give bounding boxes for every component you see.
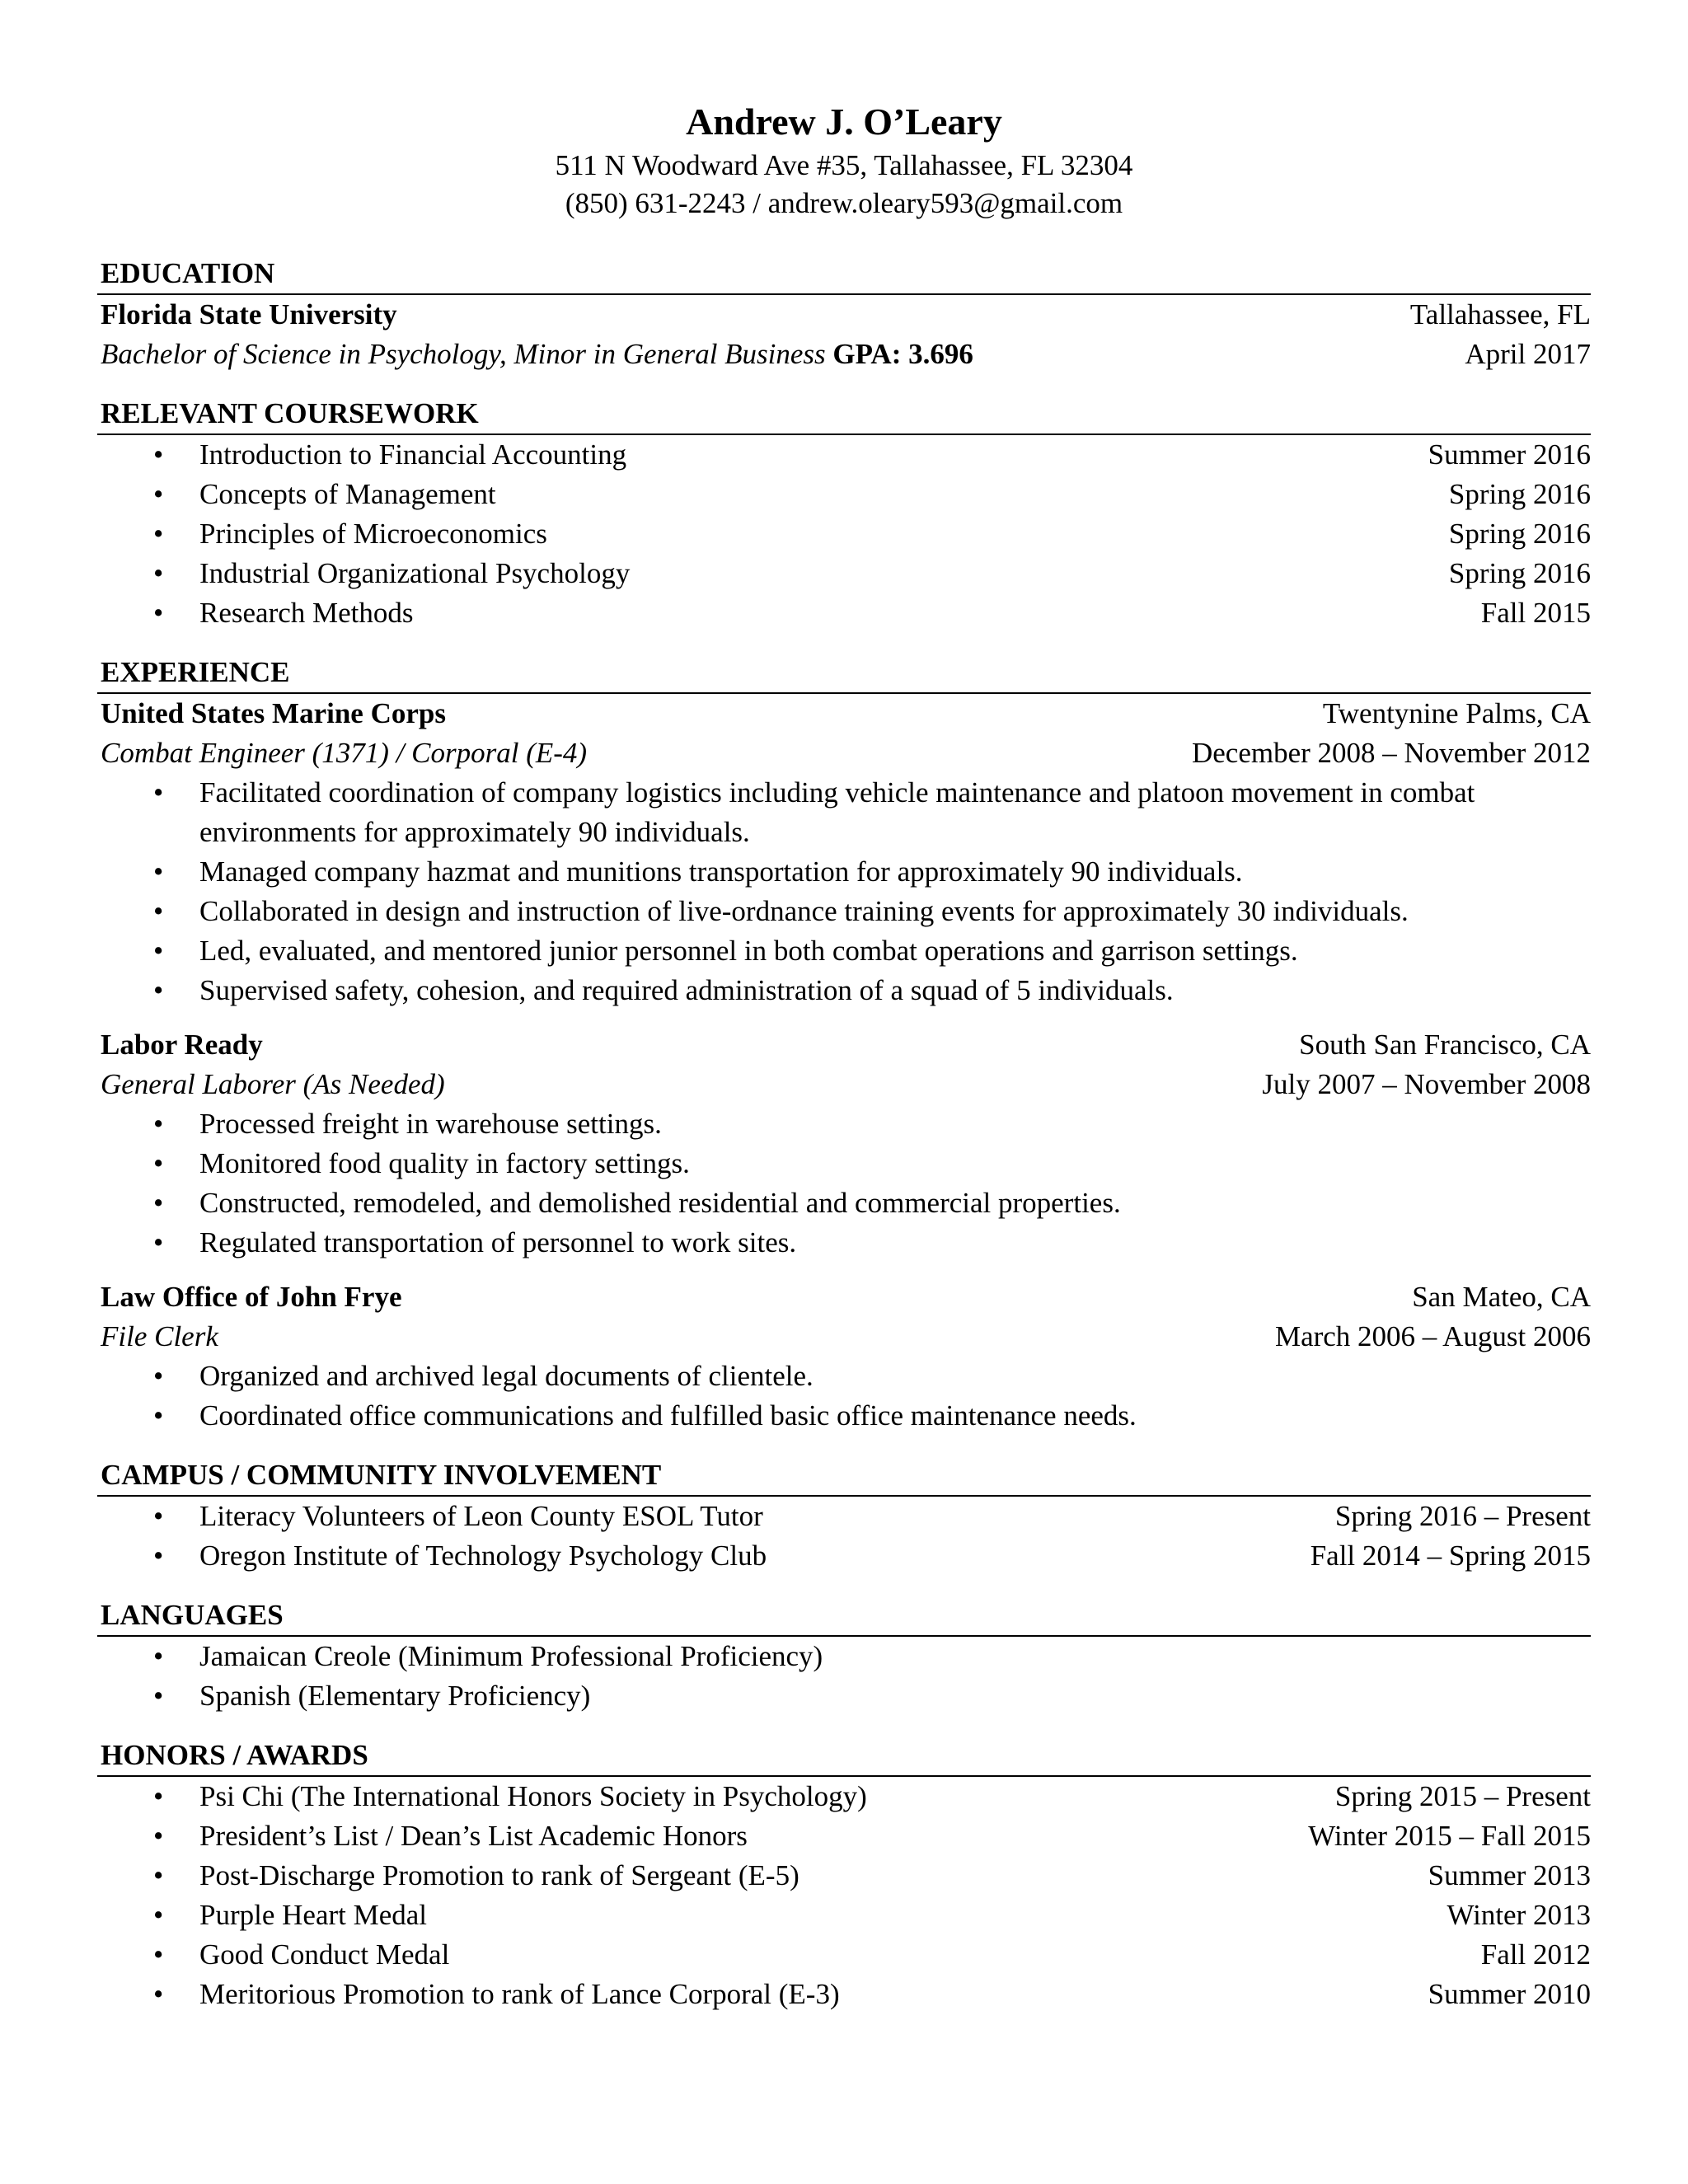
- job-role-row: [97, 1317, 1591, 1357]
- list-item: [97, 1637, 1591, 1676]
- job-location: San Mateo, CA: [1412, 1281, 1591, 1313]
- bullet-icon: •: [153, 1859, 164, 1891]
- list-item: [97, 971, 1591, 1010]
- bullet-icon: •: [153, 1938, 164, 1971]
- bullet-icon: •: [153, 1399, 164, 1432]
- bullet-icon: •: [153, 1360, 164, 1392]
- graduation-date: April 2017: [1465, 338, 1591, 370]
- course-name: Concepts of Management: [199, 478, 496, 510]
- list-item: [97, 1536, 1591, 1576]
- activity-dates: Spring 2016 – Present: [1334, 1500, 1591, 1532]
- section-title: CAMPUS / COMMUNITY INVOLVEMENT: [97, 1457, 1591, 1497]
- list-item: [97, 931, 1591, 971]
- job-location: Twentynine Palms, CA: [1322, 697, 1591, 729]
- coursework-section: [97, 396, 1591, 633]
- list-item: [97, 1935, 1591, 1975]
- section-title: EDUCATION: [97, 255, 1591, 295]
- job-duties: [97, 1357, 1591, 1436]
- list-item: [97, 1223, 1591, 1263]
- list-item: [97, 475, 1591, 514]
- degree-row: [97, 335, 1591, 374]
- course-term: Spring 2016: [1448, 557, 1591, 589]
- list-item: [97, 1396, 1591, 1436]
- degree-line: [101, 335, 973, 374]
- course-term: Spring 2016: [1448, 478, 1591, 510]
- bullet-icon: •: [153, 1147, 164, 1179]
- list-item: [97, 892, 1591, 931]
- job-role-row: [97, 1065, 1591, 1104]
- language-name: Spanish (Elementary Proficiency): [199, 1680, 591, 1712]
- award-name: Good Conduct Medal: [199, 1938, 450, 1971]
- bullet-icon: •: [153, 935, 164, 967]
- job-dates: July 2007 – November 2008: [1262, 1068, 1591, 1100]
- award-name: Psi Chi (The International Honors Society in Psychology): [199, 1780, 867, 1812]
- address: 511 N Woodward Ave #35, Tallahassee, FL 32304: [555, 149, 1133, 181]
- job-org-row: [97, 694, 1591, 733]
- award-date: Summer 2013: [1428, 1859, 1591, 1891]
- job-location: South San Francisco, CA: [1299, 1029, 1591, 1061]
- school-location: Tallahassee, FL: [1409, 298, 1591, 330]
- award-name: Post-Discharge Promotion to rank of Sergeant (E-5): [199, 1859, 799, 1891]
- course-term: Spring 2016: [1448, 518, 1591, 550]
- award-name: Meritorious Promotion to rank of Lance Corporal (E-3): [199, 1978, 840, 2010]
- list-item: [97, 1357, 1591, 1396]
- duty-text: Supervised safety, cohesion, and required administration of a squad of 5 individuals.: [199, 974, 1174, 1006]
- job-org-row: [97, 1025, 1591, 1065]
- job-dates: March 2006 – August 2006: [1274, 1320, 1591, 1352]
- job-role-row: [97, 733, 1591, 773]
- job-title: General Laborer (As Needed): [101, 1068, 445, 1100]
- bullet-icon: •: [153, 1187, 164, 1219]
- award-date: Winter 2015 – Fall 2015: [1308, 1820, 1591, 1852]
- bullet-icon: •: [153, 597, 164, 629]
- activity-dates: Fall 2014 – Spring 2015: [1310, 1540, 1591, 1572]
- course-name: Introduction to Financial Accounting: [199, 438, 627, 471]
- list-item: [97, 554, 1591, 593]
- bullet-icon: •: [153, 1640, 164, 1672]
- employer: Labor Ready: [101, 1029, 263, 1061]
- bullet-icon: •: [153, 1899, 164, 1931]
- list-item: [97, 1777, 1591, 1816]
- candidate-name: Andrew J. O’Leary: [686, 101, 1002, 143]
- experience-section: [97, 654, 1591, 1436]
- bullet-icon: •: [153, 1780, 164, 1812]
- languages-section: [97, 1597, 1591, 1716]
- degree: Bachelor of Science in Psychology, Minor in General Business: [101, 338, 826, 370]
- bullet-icon: •: [153, 1978, 164, 2010]
- duty-text: Led, evaluated, and mentored junior personnel in both combat operations and garrison settings.: [199, 935, 1298, 967]
- duty-text: Processed freight in warehouse settings.: [199, 1108, 662, 1140]
- bullet-icon: •: [153, 974, 164, 1006]
- duty-text: Managed company hazmat and munitions transportation for approximately 90 individuals.: [199, 855, 1243, 888]
- list-item: [97, 1975, 1591, 2014]
- course-name: Industrial Organizational Psychology: [199, 557, 631, 589]
- bullet-icon: •: [153, 438, 164, 471]
- gpa: GPA: 3.696: [832, 338, 973, 370]
- award-date: Summer 2010: [1428, 1978, 1591, 2010]
- list-item: [97, 1676, 1591, 1716]
- list-item: [97, 1183, 1591, 1223]
- list-item: [97, 1497, 1591, 1536]
- job-org-row: [97, 1277, 1591, 1317]
- job-duties: [97, 1104, 1591, 1263]
- bullet-icon: •: [153, 1820, 164, 1852]
- course-name: Research Methods: [199, 597, 414, 629]
- bullet-icon: •: [153, 478, 164, 510]
- job-duties: [97, 773, 1591, 1010]
- list-item: [97, 514, 1591, 554]
- job-entry: [97, 1277, 1591, 1436]
- language-name: Jamaican Creole (Minimum Professional Proficiency): [199, 1640, 823, 1672]
- duty-text: Organized and archived legal documents of clientele.: [199, 1360, 814, 1392]
- resume-page: [97, 97, 1591, 2014]
- coursework-list: [97, 435, 1591, 633]
- job-entry: [97, 694, 1591, 1010]
- course-term: Summer 2016: [1428, 438, 1591, 471]
- bullet-icon: •: [153, 895, 164, 927]
- bullet-icon: •: [153, 518, 164, 550]
- list-item: [97, 1896, 1591, 1935]
- bullet-icon: •: [153, 855, 164, 888]
- list-item: [97, 435, 1591, 475]
- involvement-list: [97, 1497, 1591, 1576]
- honors-list: [97, 1777, 1591, 2014]
- course-term: Fall 2015: [1480, 597, 1591, 629]
- duty-text: Constructed, remodeled, and demolished residential and commercial properties.: [199, 1187, 1121, 1219]
- duty-text: Monitored food quality in factory settings.: [199, 1147, 690, 1179]
- award-date: Winter 2013: [1447, 1899, 1591, 1931]
- bullet-icon: •: [153, 1500, 164, 1532]
- honors-section: [97, 1737, 1591, 2014]
- languages-list: [97, 1637, 1591, 1716]
- bullet-icon: •: [153, 557, 164, 589]
- duty-text: Collaborated in design and instruction of live-ordnance training events for approximately 30 individuals.: [199, 895, 1409, 927]
- bullet-icon: •: [153, 1226, 164, 1258]
- employer: United States Marine Corps: [101, 697, 446, 729]
- list-item: [97, 1856, 1591, 1896]
- contact-info: (850) 631-2243 / andrew.oleary593@gmail.com: [565, 187, 1123, 219]
- list-item: [97, 1144, 1591, 1183]
- employer: Law Office of John Frye: [101, 1281, 402, 1313]
- school-row: [97, 295, 1591, 335]
- list-item: [97, 773, 1591, 852]
- award-date: Spring 2015 – Present: [1334, 1780, 1591, 1812]
- list-item: [97, 1104, 1591, 1144]
- section-title: LANGUAGES: [97, 1597, 1591, 1637]
- job-entry: [97, 1025, 1591, 1263]
- section-title: RELEVANT COURSEWORK: [97, 396, 1591, 435]
- job-title: File Clerk: [101, 1320, 218, 1352]
- job-title: Combat Engineer (1371) / Corporal (E-4): [101, 737, 588, 769]
- course-name: Principles of Microeconomics: [199, 518, 547, 550]
- bullet-icon: •: [153, 1540, 164, 1572]
- school-name: Florida State University: [101, 298, 397, 330]
- duty-text: Regulated transportation of personnel to work sites.: [199, 1226, 797, 1258]
- award-name: Purple Heart Medal: [199, 1899, 428, 1931]
- bullet-icon: •: [153, 1108, 164, 1140]
- list-item: [97, 852, 1591, 892]
- resume-header: [97, 97, 1591, 223]
- activity-name: Literacy Volunteers of Leon County ESOL Tutor: [199, 1500, 763, 1532]
- list-item: [97, 593, 1591, 633]
- section-title: HONORS / AWARDS: [97, 1737, 1591, 1777]
- education-section: [97, 255, 1591, 374]
- award-date: Fall 2012: [1480, 1938, 1591, 1971]
- duty-text: Coordinated office communications and fulfilled basic office maintenance needs.: [199, 1399, 1137, 1432]
- bullet-icon: •: [153, 776, 164, 808]
- duty-text: Facilitated coordination of company logistics including vehicle maintenance and platoon movement in combat environments for approximately 90 individuals.: [199, 776, 1475, 848]
- list-item: [97, 1816, 1591, 1856]
- award-name: President’s List / Dean’s List Academic Honors: [199, 1820, 748, 1852]
- job-dates: December 2008 – November 2012: [1191, 737, 1591, 769]
- section-title: EXPERIENCE: [97, 654, 1591, 694]
- bullet-icon: •: [153, 1680, 164, 1712]
- involvement-section: [97, 1457, 1591, 1576]
- activity-name: Oregon Institute of Technology Psychology Club: [199, 1540, 767, 1572]
